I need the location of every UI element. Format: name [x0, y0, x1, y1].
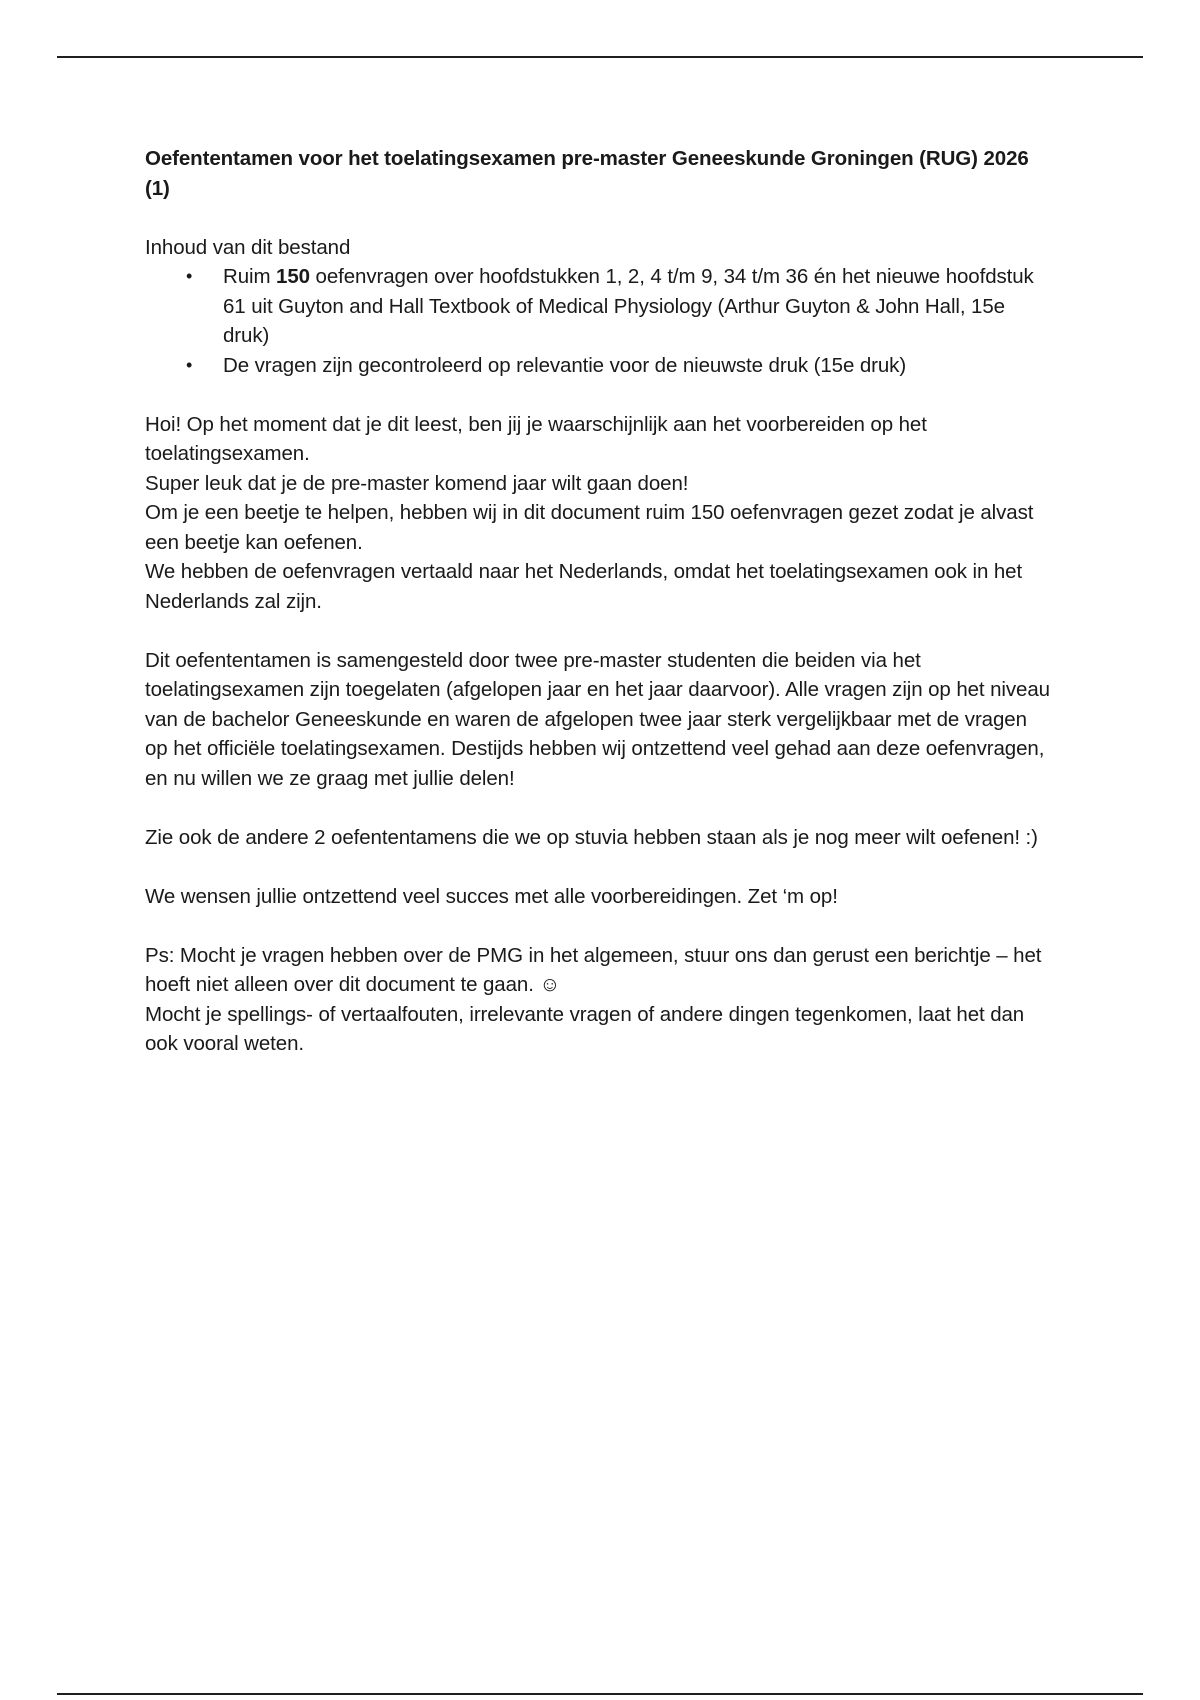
spacer: [145, 911, 1050, 941]
bullet-icon: •: [186, 266, 193, 286]
document-body: [145, 144, 1050, 1059]
list-item: [145, 351, 1050, 381]
ps-line: Ps: Mocht je vragen hebben over de PMG in het algemeen, stuur ons dan gerust een berichtje – het hoeft niet alleen over dit document te gaan. ☺: [145, 943, 1042, 996]
intro-line: We hebben de oefenvragen vertaald naar het Nederlands, omdat het toelatingsexamen ook in het Nederlands zal zijn.: [145, 560, 1023, 613]
spacer: [145, 852, 1050, 882]
other-exams-paragraph: Zie ook de andere 2 oefententamens die we op stuvia hebben staan als je nog meer wilt oefenen! :): [145, 825, 1038, 849]
ps-line: Mocht je spellings- of vertaalfouten, irrelevante vragen of andere dingen tegenkomen, laat het dan ook vooral weten.: [145, 1002, 1025, 1055]
list-item-bold: 150: [276, 265, 310, 288]
list-item-text: De vragen zijn gecontroleerd op relevantie voor de nieuwste druk (15e druk): [223, 353, 907, 377]
list-item-text: oefenvragen over hoofdstukken 1, 2, 4 t/m 9, 34 t/m 36 én het nieuwe hoofdstuk 61 uit Guyton and Hall Textbook of Medical Physiology (Arthur Guyton & John Hall, 15e druk): [223, 265, 1034, 347]
contents-heading: Inhoud van dit bestand: [145, 235, 351, 259]
intro-line: Om je een beetje te helpen, hebben wij in dit document ruim 150 oefenvragen gezet zodat je alvast een beetje kan oefenen.: [145, 501, 1034, 554]
document-title: Oefententamen voor het toelatingsexamen pre-master Geneeskunde Groningen (RUG) 2026 (1): [145, 147, 1029, 200]
spacer: [145, 616, 1050, 646]
intro-line: Hoi! Op het moment dat je dit leest, ben jij je waarschijnlijk aan het voorbereiden op het toelatingsexamen.: [145, 412, 927, 465]
spacer: [145, 380, 1050, 410]
intro-line: Super leuk dat je de pre-master komend jaar wilt gaan doen!: [145, 471, 689, 495]
spacer: [145, 793, 1050, 823]
contents-list: [145, 262, 1050, 380]
footer-rule: [57, 1693, 1143, 1695]
bullet-icon: •: [186, 354, 193, 375]
header-rule: [57, 56, 1143, 58]
about-paragraph: Dit oefententamen is samengesteld door twee pre-master studenten die beiden via het toelatingsexamen zijn toegelaten (afgelopen jaar en het jaar daarvoor). Alle vragen zijn op het niveau van de bachelor Geneeskunde en waren de afgelopen twee jaar sterk vergelijkbaar met de vragen op het officiële toelatingsexamen. Destijds hebben wij ontzettend veel gehad aan deze oefenvragen, en nu willen we ze graag met jullie delen!: [145, 648, 1050, 790]
wishes-paragraph: We wensen jullie ontzettend veel succes met alle voorbereidingen. Zet ‘m op!: [145, 884, 838, 908]
list-item: [145, 262, 1050, 351]
list-item-prefix: Ruim: [223, 265, 277, 288]
spacer: [145, 203, 1050, 233]
